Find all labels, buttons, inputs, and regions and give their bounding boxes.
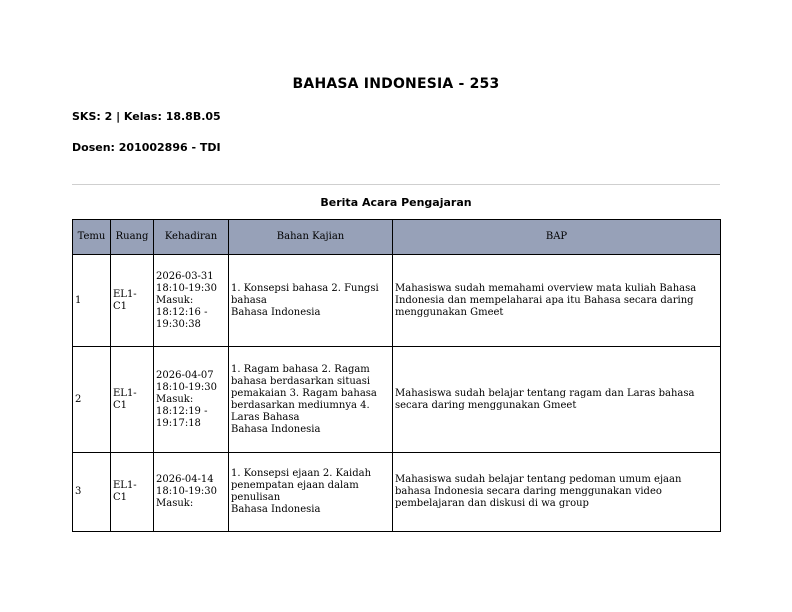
column-header-kehadiran: Kehadiran [154,220,229,255]
cell-kehadiran: 2026-04-07 18:10-19:30 Masuk: 18:12:19 - 19:17:18 [154,347,229,453]
cell-bap: Mahasiswa sudah belajar tentang ragam dan Laras bahasa secara daring menggunakan Gmeet [393,347,721,453]
page-title: BAHASA INDONESIA - 253 [292,76,500,92]
cell-kehadiran: 2026-04-14 18:10-19:30 Masuk: [154,453,229,532]
column-header-ruang: Ruang [111,220,154,255]
table-header-row [73,220,721,255]
lecturer-info: Dosen: 201002896 - TDI [72,141,221,154]
cell-temu: 2 [73,347,111,453]
teaching-record-table [72,219,721,532]
table-row [73,347,721,453]
cell-bahan-kajian: 1. Konsepsi bahasa 2. Fungsi bahasa Bahasa Indonesia [229,255,393,347]
table-row [73,453,721,532]
section-divider [72,184,720,185]
table-row [73,255,721,347]
cell-bahan-kajian: 1. Ragam bahasa 2. Ragam bahasa berdasarkan situasi pemakaian 3. Ragam bahasa berdasarkan mediumnya 4. Laras Bahasa Bahasa Indonesia [229,347,393,453]
section-caption: Berita Acara Pengajaran [320,196,472,209]
sks-class-info: SKS: 2 | Kelas: 18.8B.05 [72,110,221,123]
cell-temu: 3 [73,453,111,532]
cell-kehadiran: 2026-03-31 18:10-19:30 Masuk: 18:12:16 - 19:30:38 [154,255,229,347]
cell-bahan-kajian: 1. Konsepsi ejaan 2. Kaidah penempatan ejaan dalam penulisan Bahasa Indonesia [229,453,393,532]
column-header-bap: BAP [393,220,721,255]
cell-bap: Mahasiswa sudah belajar tentang pedoman umum ejaan bahasa Indonesia secara daring menggunakan video pembelajaran dan diskusi di wa group [393,453,721,532]
column-header-temu: Temu [73,220,111,255]
column-header-bahan-kajian: Bahan Kajian [229,220,393,255]
cell-ruang: EL1- C1 [111,453,154,532]
cell-bap: Mahasiswa sudah memahami overview mata kuliah Bahasa Indonesia dan mempelaharai apa itu Bahasa secara daring menggunakan Gmeet [393,255,721,347]
cell-temu: 1 [73,255,111,347]
cell-ruang: EL1- C1 [111,255,154,347]
cell-ruang: EL1- C1 [111,347,154,453]
